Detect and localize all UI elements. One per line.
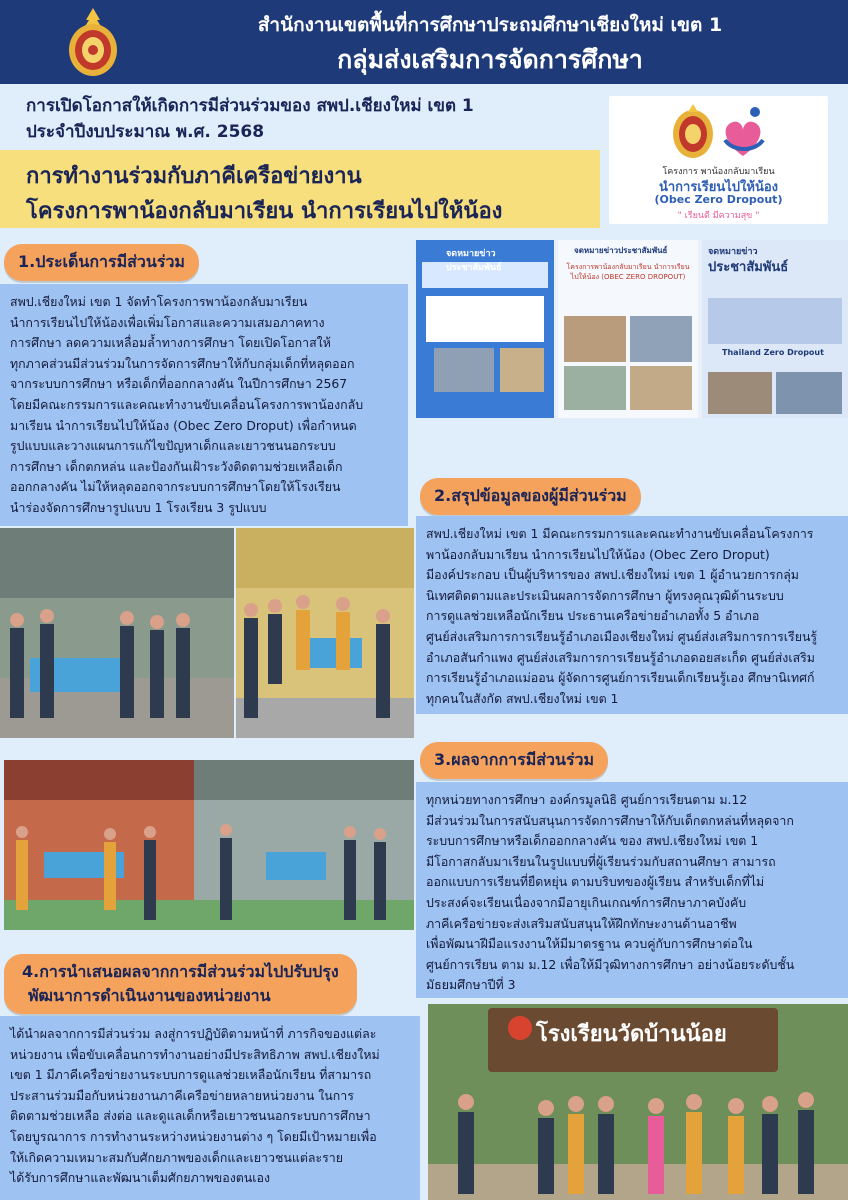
section3-textbox bbox=[416, 782, 848, 998]
section2-title: 2.สรุปข้อมูลของผู้มีส่วนร่วม bbox=[420, 478, 641, 515]
newsletter3-title: จดหมายข่าว bbox=[708, 247, 758, 257]
section4-body: ได้นำผลจากการมีส่วนร่วม ลงสู่การปฏิบัติตามหน้าที่ ภารกิจของแต่ละ หน่วยงาน เพื่อขับเคลื่อนการทำงานอย่างมีประสิทธิภาพ สพป.เชียงใหม่ เขต 1 มีภาคีเครือข่ายงานระบบการดูแลช่วยเหลือนักเรียน ที่สามารถ ประสานร่วมมือกับหน่วยงานภาคีเครือข่ายหลายหน่วยงาน ในการ ติดตามช่วยเหลือ ส่งต่อ และดูแลเด็กหรือเยาวชนนอกระบบการศึกษา โดยบูรณาการ การทำงานระหว่างหน่วยงานต่าง ๆ โดยมีเป้าหมายเพื่อ ให้เกิดความเหมาะสมกับศักยภาพของเด็กและเยาวชนแต่ละราย ได้รับการศึกษาและพัฒนาเต็มศักยภาพของตนเอง bbox=[10, 1026, 380, 1186]
photo-group-outdoor-1 bbox=[0, 528, 234, 738]
photo-school-group bbox=[428, 1004, 848, 1200]
newsletter3-caption: Thailand Zero Dropout bbox=[722, 348, 824, 357]
header-office-name: สำนักงานเขตพื้นที่การศึกษาประถมศึกษาเชียงใหม่ เขต 1 bbox=[257, 14, 723, 36]
brand-english-name: (Obec Zero Dropout) bbox=[654, 193, 783, 206]
school-sign-text: โรงเรียนวัดบ้านน้อย bbox=[536, 1022, 727, 1047]
section4-textbox bbox=[0, 1016, 420, 1200]
project-brand-box bbox=[609, 96, 828, 224]
header-group-name: กลุ่มส่งเสริมการจัดการศึกษา bbox=[337, 45, 643, 74]
photo-group-outdoor-2 bbox=[4, 760, 414, 930]
section4-title-line1: 4.การนำเสนอผลจากการมีส่วนร่วมไปปรับปรุง bbox=[22, 962, 339, 981]
section1-body: สพป.เชียงใหม่ เขต 1 จัดทำโครงการพาน้องกลับมาเรียน นำการเรียนไปให้น้องเพื่อเพิ่มโอกาสและความเสมอภาคทาง การศึกษา ลดความเหลื่อมล้ำทางการศึกษา โดยเปิดโอกาสให้ ทุกภาคส่วนมีส่วนร่วมในการจัดการศึกษาให้กับกลุ่มเด็กที่หลุดออก จากระบบการศึกษา หรือเด็กที่ออกกลางคัน ในปีการศึกษา 2567 โดยมีคณะกรรมการและคณะทำงานขับเคลื่อนโครงการพาน้องกลับ มาเรียน นำการเรียนไปให้น้อง (Obec Zero Droput) เพื่อกำหนด รูปแบบและวางแผนการแก้ไขปัญหาเด็กและเยาวชนนอกระบบ การศึกษา เด็กตกหล่น และป้องกันเฝ้าระวังติดตามช่วยเหลือเด็ก ออกกลางคัน ไม่ให้หลุดออกจากระบบการศึกษาโดยให้โรงเรียน นำร่องจัดการศึกษารูปแบบ 1 โรงเรียน 3 รูปแบบ bbox=[10, 294, 364, 515]
section2-textbox bbox=[416, 516, 848, 714]
section1-title: 1.ประเด็นการมีส่วนร่วม bbox=[4, 244, 199, 281]
brand-project-label: โครงการ พาน้องกลับมาเรียน bbox=[662, 167, 775, 177]
band-title-line1: การทำงานร่วมกับภาคีเครือข่ายงาน bbox=[26, 164, 362, 189]
section2-body: สพป.เชียงใหม่ เขต 1 มีคณะกรรมการและคณะทำงานขับเคลื่อนโครงการ พาน้องกลับมาเรียน นำการเรียนไปให้น้อง (Obec Zero Droput) มีองค์ประกอบ เป็นผู้บริหารของ สพป.เชียงใหม่ เขต 1 ผู้อำนวยการกลุ่ม นิเทศติดตามและประเมินผลการจัดการศึกษา ผู้ทรงคุณวุฒิด้านระบบ การดูแลช่วยเหลือนักเรียน ประธานเครือข่ายอำเภอทั้ง 5 อำเภอ ศูนย์ส่งเสริมการการเรียนรู้อำเภอเมืองเชียงใหม่ ศูนย์ส่งเสริมการการเรียนรู้ อำเภอสันกำแพง ศูนย์ส่งเสริมการการเรียนรู้อำเภอดอยสะเก็ด ศูนย์ส่งเสริม การเรียนรู้อำเภอแม่ออน ผู้จัดการศูนย์การเรียนเด็กเรียนรู้เอง ศึกษานิเทศก์ ทุกคนในสังกัด สพป.เชียงใหม่ เขต 1 bbox=[426, 526, 818, 706]
obec-emblem-icon bbox=[64, 6, 122, 78]
section3-body: ทุกหน่วยทางการศึกษา องค์กรมูลนิธิ ศูนย์การเรียนตาม ม.12 มีส่วนร่วมในการสนับสนุนการจัดการศึกษาให้กับเด็กตกหล่นที่หลุดจาก ระบบการศึกษาหรือเด็กออกกลางคัน ของ สพป.เชียงใหม่ เขต 1 มีโอกาสกลับมาเรียนในรูปแบบที่ผู้เรียนร่วมกับสถานศึกษา สามารถ ออกแบบการเรียนที่ยืดหยุ่น ตามบริบทของผู้เรียน สำหรับเด็กที่ไม่ ประสงค์จะเรียนเนื่องจากมีอายุเกินเกณฑ์การศึกษาภาคบังคับ ภาคีเครือข่ายจะส่งเสริมสนับสนุนให้ฝึกทักษะงานด้านอาชีพ เพื่อพัฒนาฝีมือแรงงานให้มีมาตรฐาน ควบคู่กับการศึกษาต่อใน ศูนย์การเรียน ตาม ม.12 เพื่อให้มีวุฒิทางการศึกษา อย่างน้อยระดับชั้น มัธยมศึกษาปีที่ 3 bbox=[426, 792, 795, 993]
section1-textbox bbox=[0, 284, 408, 526]
brand-motto: " เรียนดี มีความสุข " bbox=[677, 211, 760, 221]
photo-group-indoor bbox=[236, 528, 414, 738]
newsletter1-title: จดหมายข่าวประชาสัมพันธ์ bbox=[446, 249, 502, 273]
header-bar bbox=[0, 0, 848, 84]
subtitle-line1: การเปิดโอกาสให้เกิดการมีส่วนร่วมของ สพป.เชียงใหม่ เขต 1 bbox=[26, 96, 474, 116]
band-title-line2: โครงการพาน้องกลับมาเรียน นำการเรียนไปให้น้อง bbox=[26, 199, 503, 224]
section3-title: 3.ผลจากการมีส่วนร่วม bbox=[420, 742, 608, 779]
subtitle-line2: ประจำปีงบประมาณ พ.ศ. 2568 bbox=[26, 122, 265, 142]
brand-project-name: นำการเรียนไปให้น้อง bbox=[658, 180, 779, 195]
newsletter2-title: จดหมายข่าวประชาสัมพันธ์ bbox=[574, 246, 668, 255]
project-logo-icon bbox=[663, 100, 773, 162]
newsletter2-project: โครงการพาน้องกลับมาเรียน นำการเรียนไปให้น้อง (OBEC ZERO DROPOUT) bbox=[566, 263, 690, 281]
section4-title-line2: พัฒนาการดำเนินงานของหน่วยงาน bbox=[28, 986, 271, 1005]
section4-title bbox=[4, 954, 357, 1014]
newsletter3-subtitle: ประชาสัมพันธ์ bbox=[708, 260, 789, 275]
newsletter-collage bbox=[416, 240, 848, 418]
